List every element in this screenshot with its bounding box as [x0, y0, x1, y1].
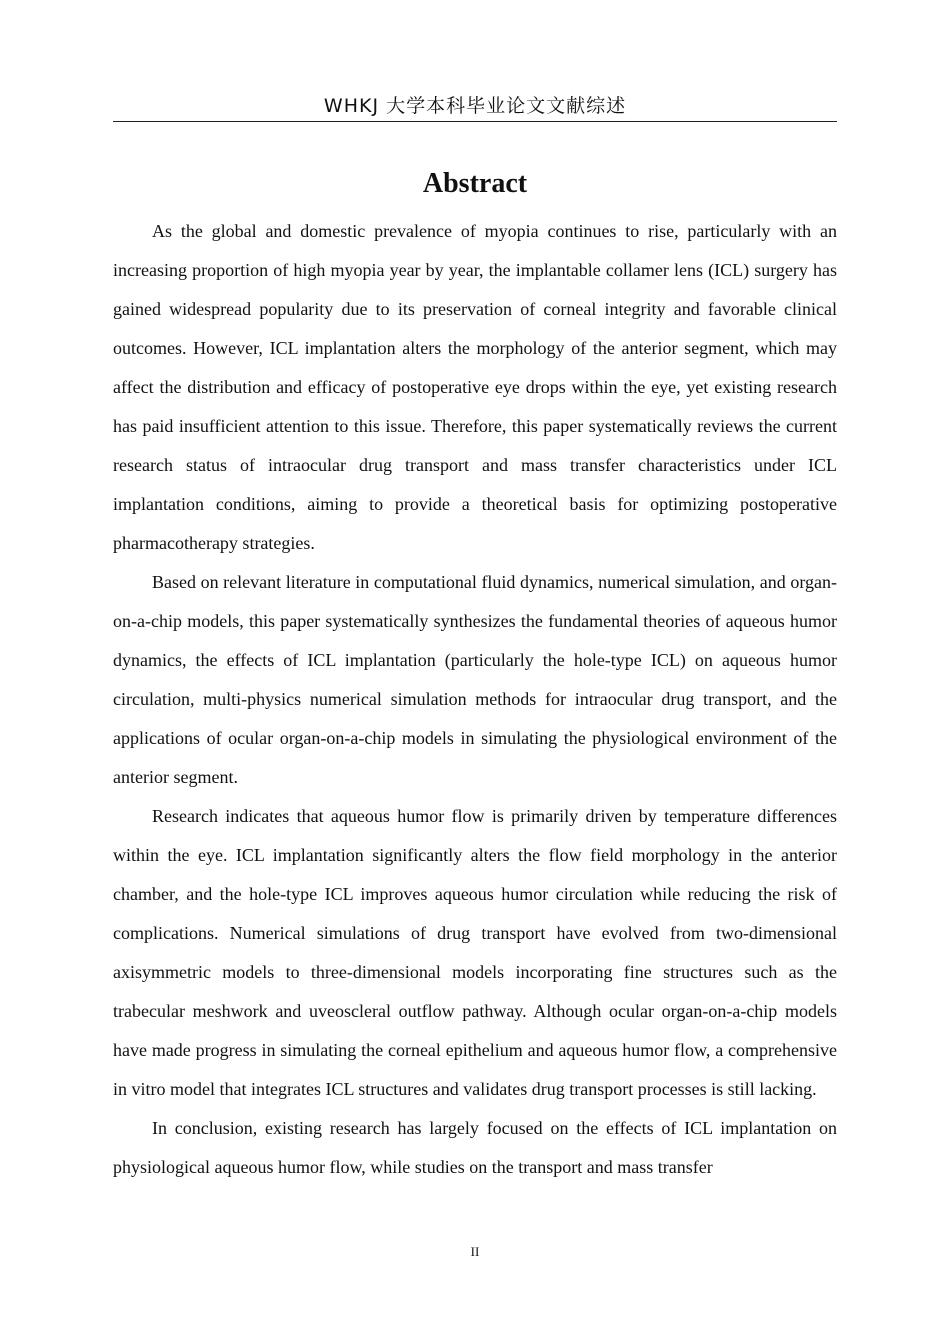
page-number: II: [470, 1244, 480, 1259]
paragraph: Based on relevant literature in computational fluid dynamics, numerical simulation, and organ-on-a-chip models, this paper systematically synthesizes the fundamental theories of aqueous humor dynamics, the effects of ICL implantation (particularly the hole-type ICL) on aqueous humor circulation, multi-physics numerical simulation methods for intraocular drug transport, and the applications of ocular organ-on-a-chip models in simulating the physiological environment of the anterior segment.: [113, 572, 837, 787]
paragraph: Research indicates that aqueous humor flow is primarily driven by temperature differences within the eye. ICL implantation significantly alters the flow field morphology in the anterior chamber, and the hole-type ICL improves aqueous humor circulation while reducing the risk of complications. Numerical simulations of drug transport have evolved from two-dimensional axisymmetric models to three-dimensional models incorporating fine structures such as the trabecular meshwork and uveoscleral outflow pathway. Although ocular organ-on-a-chip models have made progress in simulating the corneal epithelium and aqueous humor flow, a comprehensive in vitro model that integrates ICL structures and validates drug transport processes is still lacking.: [113, 806, 837, 1099]
header-divider: [113, 121, 837, 122]
abstract-body: [113, 212, 837, 1187]
running-header: WHKJ 大学本科毕业论文文献综述: [323, 95, 627, 117]
paragraph: As the global and domestic prevalence of myopia continues to rise, particularly with an increasing proportion of high myopia year by year, the implantable collamer lens (ICL) surgery has gained widespread popularity due to its preservation of corneal integrity and favorable clinical outcomes. However, ICL implantation alters the morphology of the anterior segment, which may affect the distribution and efficacy of postoperative eye drops within the eye, yet existing research has paid insufficient attention to this issue. Therefore, this paper systematically reviews the current research status of intraocular drug transport and mass transfer characteristics under ICL implantation conditions, aiming to provide a theoretical basis for optimizing postoperative pharmacotherapy strategies.: [113, 221, 837, 553]
section-title: Abstract: [422, 168, 528, 199]
paragraph: In conclusion, existing research has largely focused on the effects of ICL implantation on physiological aqueous humor flow, while studies on the transport and mass transfer: [113, 1118, 837, 1177]
